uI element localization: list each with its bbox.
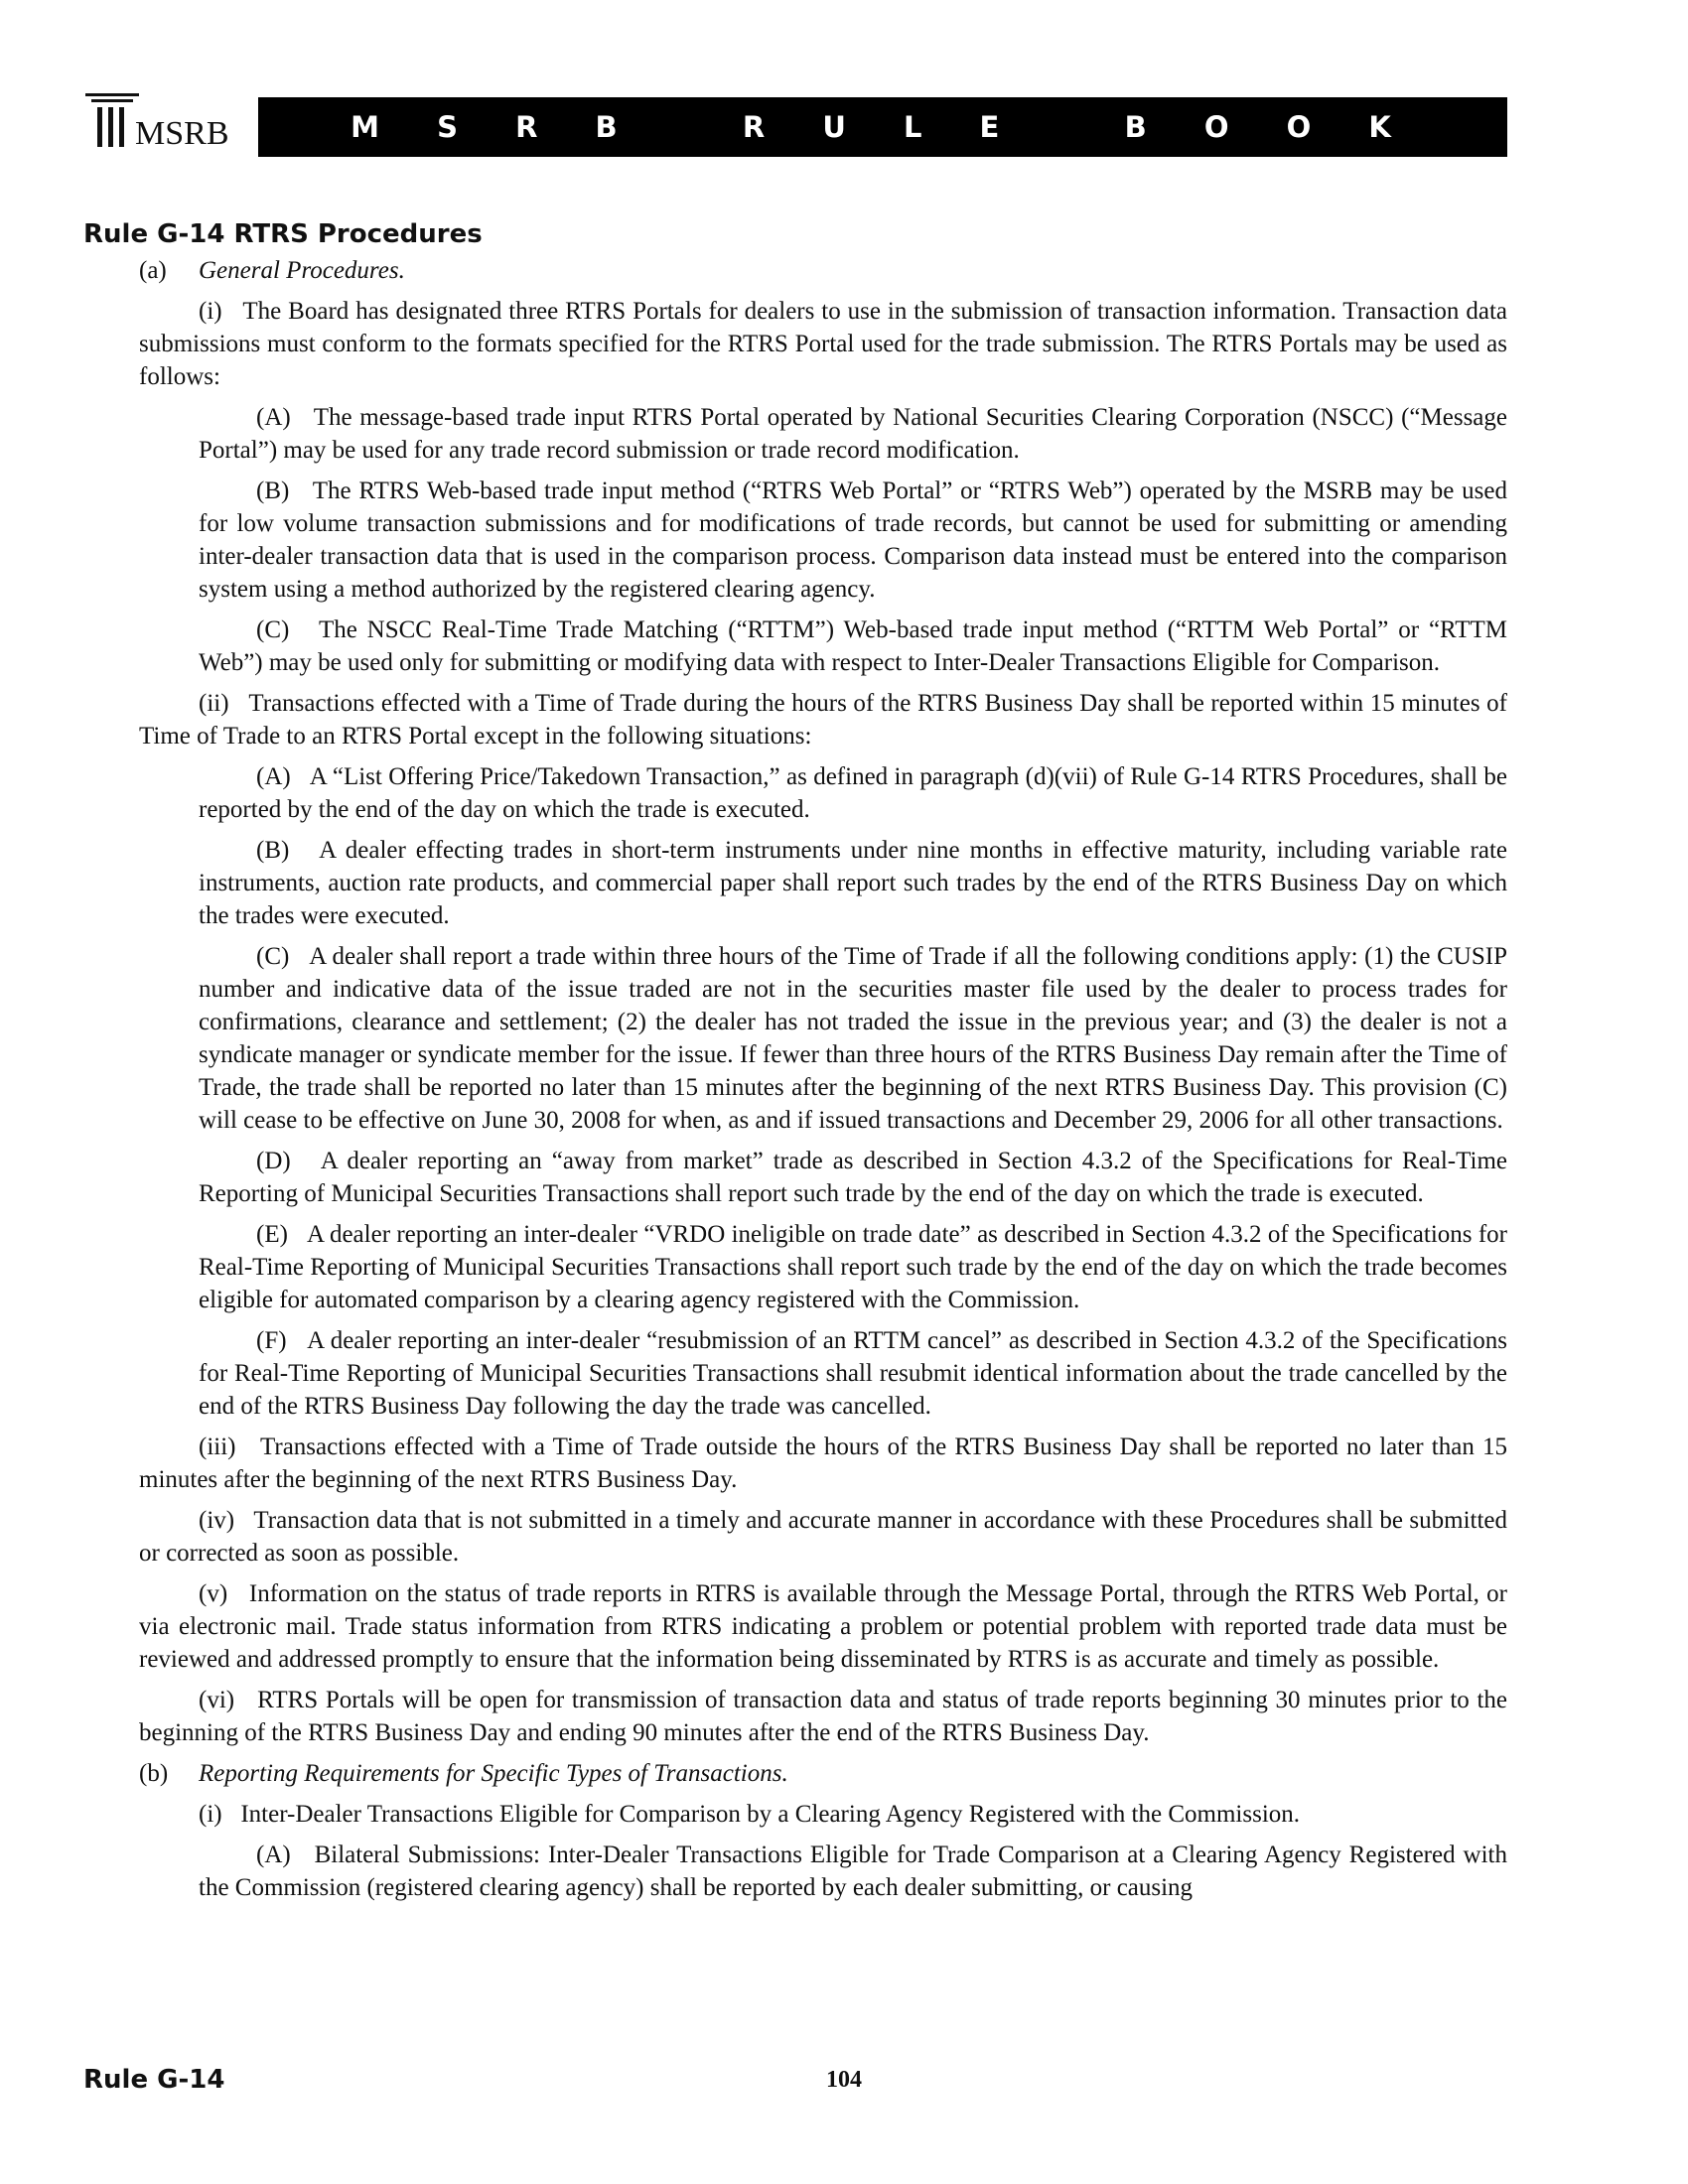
rule-body	[139, 254, 1507, 1904]
paragraph-subitem: (E) A dealer reporting an inter-dealer “VRDO ineligible on trade date” as described in Section 4.3.2 of the Specifications for Real-Time Reporting of Municipal Securities Transactions shall report such trade by the end of the day on which the trade becomes eligible for automated comparison by a clearing agency registered with the Commission.	[199, 1221, 1507, 1313]
paragraph-item: (vi) RTRS Portals will be open for transmission of transaction data and status of trade reports beginning 30 minutes prior to the beginning of the RTRS Business Day and ending 90 minutes after the end of the RTRS Business Day.	[139, 1687, 1507, 1746]
footer-rule-label: Rule G-14	[83, 2065, 225, 2095]
paragraph-item: (iv) Transaction data that is not submitted in a timely and accurate manner in accordance with these Procedures shall be submitted or corrected as soon as possible.	[139, 1507, 1507, 1567]
logo-text: MSRB	[135, 115, 229, 152]
paragraph-item: (iii) Transactions effected with a Time of Trade outside the hours of the RTRS Business Day shall be reported no later than 15 minutes after the beginning of the next RTRS Business Day.	[139, 1433, 1507, 1493]
paragraph-subitem: (F) A dealer reporting an inter-dealer “resubmission of an RTTM cancel” as described in Section 4.3.2 of the Specifications for Real-Time Reporting of Municipal Securities Transactions shall resubmit identical information about the trade cancelled by the end of the RTRS Business Day following the day the trade was cancelled.	[199, 1327, 1507, 1420]
logo-pillar-icon	[119, 107, 124, 147]
section-heading-text: General Procedures.	[199, 257, 405, 284]
header-banner	[258, 97, 1507, 157]
logo-pillar-icon	[97, 107, 102, 147]
paragraph-subitem: (C) A dealer shall report a trade within three hours of the Time of Trade if all the following conditions apply: (1) the CUSIP number and indicative data of the issue traded are not in the securities master file used by the dealer to process trades for confirmations, clearance and settlement; (2) the dealer has not traded the issue in the previous year; and (3) the dealer is not a syndicate manager or syndicate member for the issue. If fewer than three hours of the RTRS Business Day remain after the Time of Trade, the trade shall be reported no later than 15 minutes after the beginning of the next RTRS Business Day. This provision (C) will cease to be effective on June 30, 2008 for when, as and if issued transactions and December 29, 2006 for all other transactions.	[199, 943, 1507, 1134]
section-heading	[139, 1757, 1507, 1790]
section-heading	[139, 254, 1507, 287]
paragraph-subitem: (D) A dealer reporting an “away from market” trade as described in Section 4.3.2 of the Specifications for Real-Time Reporting of Municipal Securities Transactions shall report such trade by the end of the day on which the trade is executed.	[199, 1148, 1507, 1207]
logo-pediment-icon	[85, 93, 139, 96]
paragraph-subitem: (B) The RTRS Web-based trade input method (“RTRS Web Portal” or “RTRS Web”) operated by the MSRB may be used for low volume transaction submissions and for modifications of trade records, but cannot be used for submitting or amending inter-dealer transaction data that is used in the comparison process. Comparison data instead must be entered into the comparison system using a method authorized by the registered clearing agency.	[199, 478, 1507, 603]
paragraph-subitem: (B) A dealer effecting trades in short-term instruments under nine months in effective maturity, including variable rate instruments, auction rate products, and commercial paper shall report such trades by the end of the RTRS Business Day on which the trades were executed.	[199, 837, 1507, 929]
logo-pillar-icon	[108, 107, 113, 147]
rule-title: Rule G-14 RTRS Procedures	[83, 219, 483, 249]
paragraph-subitem: (A) Bilateral Submissions: Inter-Dealer Transactions Eligible for Trade Comparison at a Clearing Agency Registered with the Commission (registered clearing agency) shall be reported by each dealer submitting, or causing	[199, 1842, 1507, 1901]
page-number: 104	[826, 2067, 862, 2093]
logo-lintel-icon	[91, 99, 133, 102]
paragraph-subitem: (C) The NSCC Real-Time Trade Matching (“RTTM”) Web-based trade input method (“RTTM Web Portal” or “RTTM Web”) may be used only for submitting or modifying data with respect to Inter-Dealer Transactions Eligible for Comparison.	[199, 616, 1507, 676]
msrb-logo	[85, 93, 254, 157]
section-heading-text: Reporting Requirements for Specific Types of Transactions.	[199, 1760, 788, 1787]
paragraph-item: (v) Information on the status of trade reports in RTRS is available through the Message Portal, through the RTRS Web Portal, or via electronic mail. Trade status information from RTRS indicating a problem or potential problem with reported trade data must be reviewed and addressed promptly to ensure that the information being disseminated by RTRS is as accurate and timely as possible.	[139, 1580, 1507, 1673]
paragraph-item: (ii) Transactions effected with a Time of Trade during the hours of the RTRS Business Day shall be reported within 15 minutes of Time of Trade to an RTRS Portal except in the following situations:	[139, 690, 1507, 750]
section-label: (a)	[139, 257, 167, 284]
section-label: (b)	[139, 1760, 169, 1787]
rule-content	[83, 216, 1507, 1912]
banner-title: M S R B R U L E B O O K	[351, 110, 1415, 144]
paragraph-subitem: (A) A “List Offering Price/Takedown Transaction,” as defined in paragraph (d)(vii) of Rule G-14 RTRS Procedures, shall be reported by the end of the day on which the trade is executed.	[199, 763, 1507, 823]
paragraph-item: (i) The Board has designated three RTRS Portals for dealers to use in the submission of transaction information. Transaction data submissions must conform to the formats specified for the RTRS Portal used for the trade submission. The RTRS Portals may be used as follows:	[139, 298, 1507, 390]
paragraph-subitem: (A) The message-based trade input RTRS Portal operated by National Securities Clearing Corporation (NSCC) (“Message Portal”) may be used for any trade record submission or trade record modification.	[199, 404, 1507, 464]
paragraph-item: (i) Inter-Dealer Transactions Eligible for Comparison by a Clearing Agency Registered with the Commission.	[199, 1801, 1301, 1828]
